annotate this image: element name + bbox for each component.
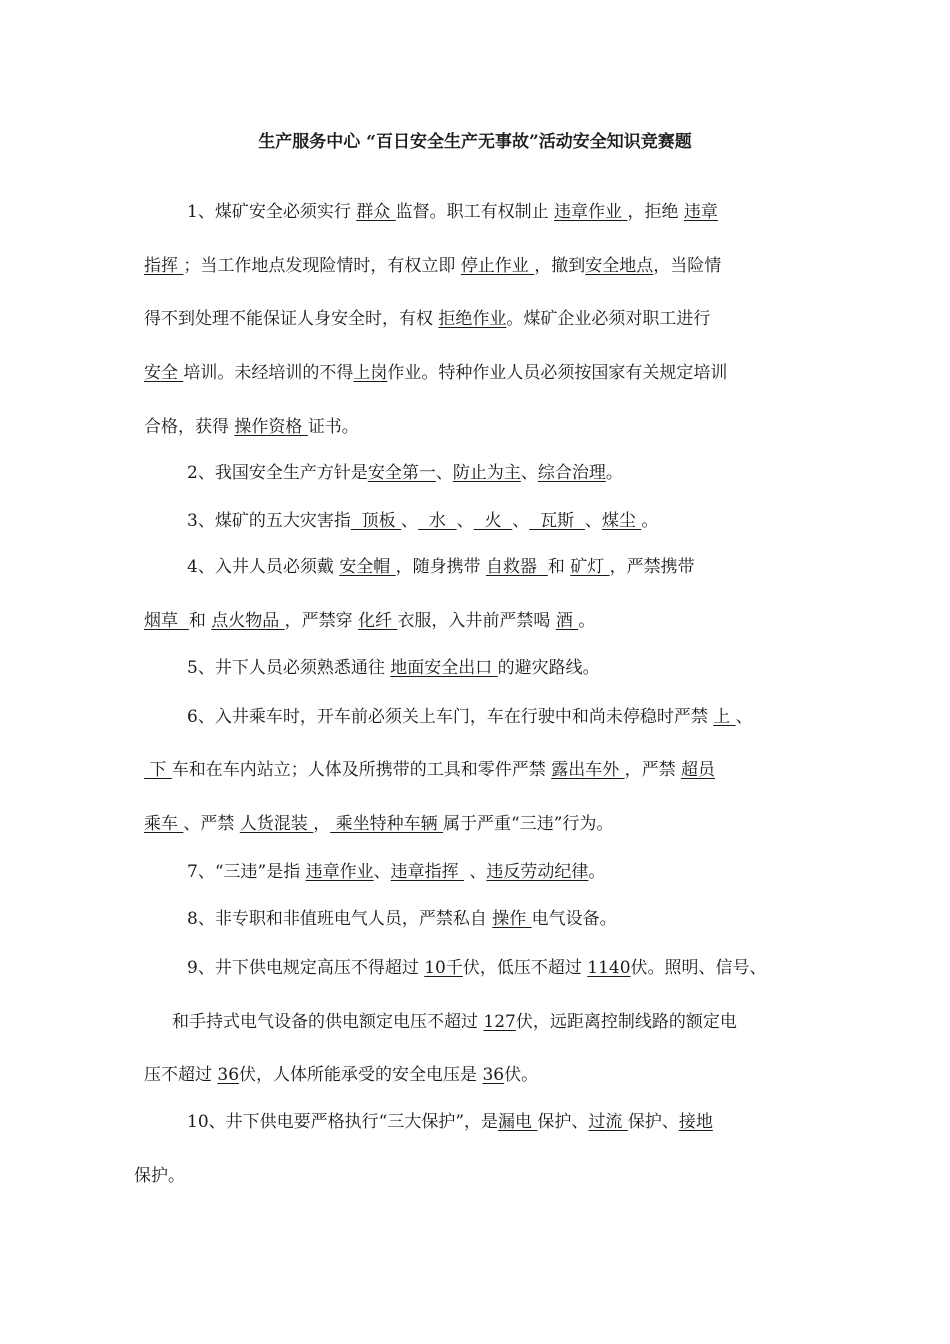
- text-segment: 合格，获得: [144, 417, 235, 437]
- text-segment: 保护。: [134, 1166, 185, 1186]
- answer-blank: 人货混装: [239, 814, 314, 834]
- text-segment: 作业。特种作业人员必须按国家有关规定培训: [387, 363, 728, 383]
- text-segment: 、严禁: [183, 814, 240, 834]
- text-line: [187, 1110, 713, 1134]
- answer-blank: 36: [217, 1065, 240, 1085]
- answer-blank: 水: [418, 511, 457, 531]
- answer-blank: 上: [713, 707, 736, 727]
- answer-blank: 下: [144, 760, 172, 780]
- text-segment: 。煤矿企业必须对职工进行: [506, 309, 711, 329]
- text-segment: ，撤到: [534, 256, 586, 276]
- text-segment: 5、井下人员必须熟悉通往: [187, 658, 391, 678]
- text-segment: 证书。: [307, 417, 359, 437]
- text-segment: 电气设备。: [531, 909, 617, 929]
- answer-blank: 露出车外: [551, 760, 625, 780]
- answer-blank: 乘坐特种车辆: [330, 814, 444, 834]
- text-segment: ，拒绝: [627, 202, 684, 222]
- text-line: [172, 1010, 737, 1034]
- answer-blank: 火: [473, 511, 513, 531]
- text-segment: 伏，远距离控制线路的额定电: [515, 1012, 737, 1032]
- text-line: [187, 956, 767, 980]
- answer-blank: 安全地点: [585, 256, 654, 276]
- text-segment: 和: [547, 557, 571, 577]
- text-line: [187, 656, 600, 680]
- text-segment: 4、入井人员必须戴: [187, 557, 340, 577]
- answer-blank: 过流: [588, 1112, 628, 1132]
- text-segment: 3、煤矿的五大灾害指: [187, 511, 351, 531]
- text-line: [144, 415, 359, 439]
- answer-blank: 停止作业: [460, 256, 535, 276]
- text-segment: 、: [464, 862, 487, 882]
- text-segment: 保护、: [537, 1112, 589, 1132]
- answer-blank: 安全帽: [339, 557, 396, 577]
- text-segment: 、: [456, 511, 474, 531]
- answer-blank: 上岗: [353, 363, 388, 383]
- text-segment: 和: [188, 611, 212, 631]
- answer-blank: 矿灯: [570, 557, 610, 577]
- text-segment: ，当险情: [653, 256, 722, 276]
- answer-blank: 127: [483, 1012, 516, 1032]
- text-segment: 伏，低压不超过: [462, 958, 588, 978]
- answer-blank: 指挥: [144, 256, 184, 276]
- text-segment: 10、井下供电要严格执行“三大保护”，是: [187, 1112, 499, 1132]
- text-segment: 8、非专职和非值班电气人员，严禁私自: [187, 909, 493, 929]
- answer-blank: 自救器: [486, 557, 548, 577]
- text-line: [144, 758, 715, 782]
- page-title: 生产服务中心 “百日安全生产无事故”活动安全知识竞赛题: [258, 132, 692, 152]
- text-segment: ；当工作地点发现险情时，有权立即: [183, 256, 461, 276]
- text-segment: 伏，人体所能承受的安全电压是: [239, 1065, 483, 1085]
- answer-blank: 点火物品: [211, 611, 285, 631]
- text-segment: ，严禁: [624, 760, 682, 780]
- text-line: [187, 509, 658, 533]
- answer-blank: 超员: [681, 760, 716, 780]
- text-line: [144, 254, 721, 278]
- text-segment: 属于严重“三违”行为。: [443, 814, 614, 834]
- text-segment: 、: [373, 862, 391, 882]
- text-segment: 培训。未经培训的不得: [183, 363, 354, 383]
- text-segment: 、: [435, 463, 453, 483]
- text-line: [187, 555, 695, 579]
- text-segment: 、: [520, 463, 538, 483]
- text-line: [187, 907, 617, 931]
- answer-blank: 酒: [555, 611, 579, 631]
- answer-blank: 拒绝作业: [438, 309, 507, 329]
- text-segment: 。: [605, 463, 623, 483]
- text-line: [144, 361, 727, 385]
- text-segment: 监督。职工有权制止: [395, 202, 555, 222]
- text-segment: 和手持式电气设备的供电额定电压不超过: [172, 1012, 484, 1032]
- answer-blank: 顶板: [350, 511, 402, 531]
- text-segment: 的避灾路线。: [497, 658, 600, 678]
- text-segment: 。: [641, 511, 659, 531]
- text-segment: 、: [401, 511, 419, 531]
- text-segment: 、: [735, 707, 753, 727]
- answer-blank: 违反劳动纪律: [486, 862, 589, 882]
- answer-blank: 综合治理: [537, 463, 606, 483]
- answer-blank: 漏电: [498, 1112, 538, 1132]
- answer-blank: 地面安全出口: [390, 658, 498, 678]
- text-segment: ，严禁携带: [609, 557, 695, 577]
- answer-blank: 煤尘: [601, 511, 642, 531]
- answer-blank: 36: [482, 1065, 505, 1085]
- answer-blank: 操作资格: [234, 417, 308, 437]
- answer-blank: 操作: [492, 909, 532, 929]
- text-segment: 压不超过: [144, 1065, 218, 1085]
- text-line: [187, 200, 718, 224]
- text-segment: 得不到处理不能保证人身安全时，有权: [144, 309, 439, 329]
- text-segment: 、: [584, 511, 602, 531]
- text-line: [187, 860, 605, 884]
- answer-blank: 烟草: [144, 611, 189, 631]
- answer-blank: 违章: [683, 202, 718, 222]
- text-segment: 车和在车内站立；人体及所携带的工具和零件严禁: [171, 760, 552, 780]
- text-line: [144, 812, 613, 836]
- text-segment: 9、井下供电规定高压不得超过: [187, 958, 425, 978]
- text-line: [144, 1063, 538, 1087]
- text-line: [144, 307, 710, 331]
- text-segment: 6、入井乘车时，开车前必须关上车门，车在行驶中和尚未停稳时严禁: [187, 707, 714, 727]
- text-segment: 。: [578, 611, 596, 631]
- text-segment: ，: [313, 814, 331, 834]
- text-segment: 保护、: [627, 1112, 679, 1132]
- answer-blank: 10千: [424, 958, 463, 978]
- text-segment: 7、“三违”是指: [187, 862, 306, 882]
- answer-blank: 防止为主: [452, 463, 521, 483]
- text-segment: 、: [512, 511, 530, 531]
- text-line: [134, 1164, 185, 1188]
- answer-blank: 接地: [678, 1112, 713, 1132]
- text-segment: 伏。照明、信号、: [630, 958, 767, 978]
- answer-blank: 违章作业: [554, 202, 628, 222]
- text-segment: ，严禁穿: [284, 611, 359, 631]
- text-line: [187, 705, 753, 729]
- text-segment: 。: [588, 862, 606, 882]
- answer-blank: 群众: [356, 202, 396, 222]
- answer-blank: 瓦斯: [529, 511, 585, 531]
- text-line: [187, 461, 623, 485]
- text-segment: ，随身携带: [395, 557, 487, 577]
- answer-blank: 化纤: [358, 611, 398, 631]
- answer-blank: 1140: [587, 958, 631, 978]
- text-segment: 1、煤矿安全必须实行: [187, 202, 357, 222]
- text-segment: 衣服，入井前严禁喝: [397, 611, 556, 631]
- text-segment: 2、我国安全生产方针是: [187, 463, 368, 483]
- text-segment: 伏。: [504, 1065, 539, 1085]
- answer-blank: 安全: [144, 363, 184, 383]
- answer-blank: 安全第一: [367, 463, 436, 483]
- answer-blank: 违章指挥: [390, 862, 465, 882]
- answer-blank: 违章作业: [305, 862, 374, 882]
- answer-blank: 乘车: [144, 814, 184, 834]
- text-line: [144, 609, 595, 633]
